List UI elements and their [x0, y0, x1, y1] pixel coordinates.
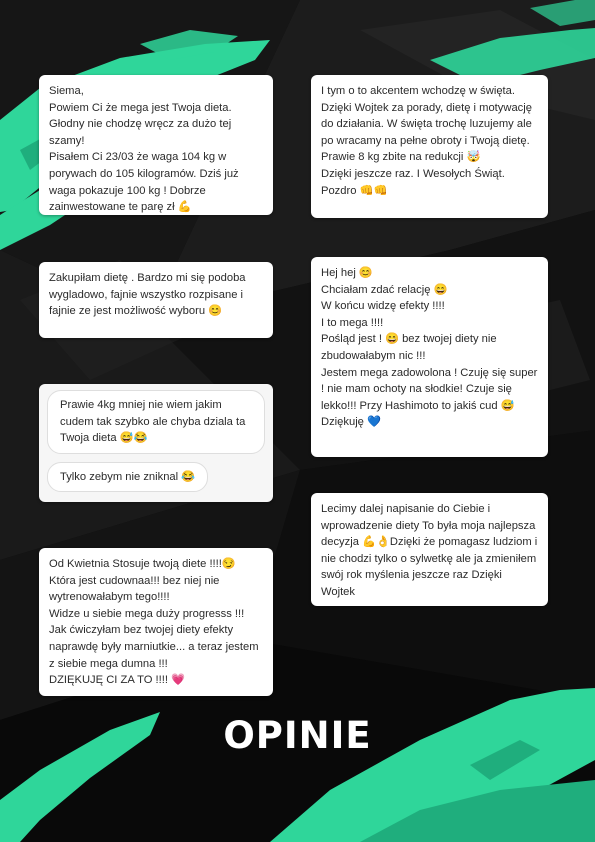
review-card-2: [311, 75, 548, 218]
message-bubble: Tylko zebym nie zniknal 😂: [47, 462, 208, 493]
review-card-4: [311, 257, 548, 457]
review-text: Lecimy dalej napisanie do Ciebie i wprowadzenie diety To była moja najlepsza decyzja 💪👌Dzięki że pomagasz ludziom i nie chodzi tylko o sylwetkę ale ja zmieniłem swój rok myślenia jeszcze raz Dzięki Wojtek: [321, 503, 538, 598]
review-card-1: [39, 75, 273, 215]
review-card-7: [39, 548, 273, 696]
review-card-5: [39, 384, 273, 502]
review-text: Siema, Powiem Ci że mega jest Twoja dieta. Głodny nie chodzę wręcz za dużo tej szamy! Pisałem Ci 23/03 że waga 104 kg w porywach do 105 kilogramów. Dziś już waga pokazuje 100 kg ! Dobrze zainwestowane te parę zł 💪: [49, 85, 239, 214]
page-title: OPINIE: [223, 714, 372, 757]
review-card-6: [311, 493, 548, 606]
review-card-3: [39, 262, 273, 338]
message-bubble: Prawie 4kg mniej nie wiem jakim cudem tak szybko ale chyba dziala ta Twoja dieta 😅😂: [47, 390, 265, 454]
review-text: I tym o to akcentem wchodzę w święta. Dzięki Wojtek za porady, dietę i motywację do działania. W święta trochę luzujemy ale po wracamy na pełne obroty i Twoją dietę. Prawie 8 kg zbite na redukcji 🤯 Dzięki jeszcze raz. I Wesołych Świąt. Pozdro 👊👊: [321, 85, 532, 197]
review-text: Od Kwietnia Stosuje twoją diete !!!!😏 Która jest cudownaa!!! bez niej nie wytrenowałabym tego!!!! Widze u siebie mega duży progresss !!! Jak ćwiczyłam bez twojej diety efekty naprawdę były marniutkie... a teraz jestem z siebie mega dumna !!! DZIĘKUJĘ CI ZA TO !!!! 💗: [49, 558, 259, 687]
review-text: Hej hej 😊 Chciałam zdać relację 😄 W końcu widzę efekty !!!! I to mega !!!! Pośląd jest ! 😄 bez twojej diety nie zbudowałabym nic !!! Jestem mega zadowolona ! Czuję się super ! nie mam ochoty na słodkie! Czuje się lekko!!! Przy Hashimoto to jakiś cud 😅 Dziękuję 💙: [321, 267, 538, 429]
review-text: Zakupiłam dietę . Bardzo mi się podoba wygladowo, fajnie wszystko rozpisane i fajnie ze jest możliwość wyboru 😊: [49, 272, 246, 318]
